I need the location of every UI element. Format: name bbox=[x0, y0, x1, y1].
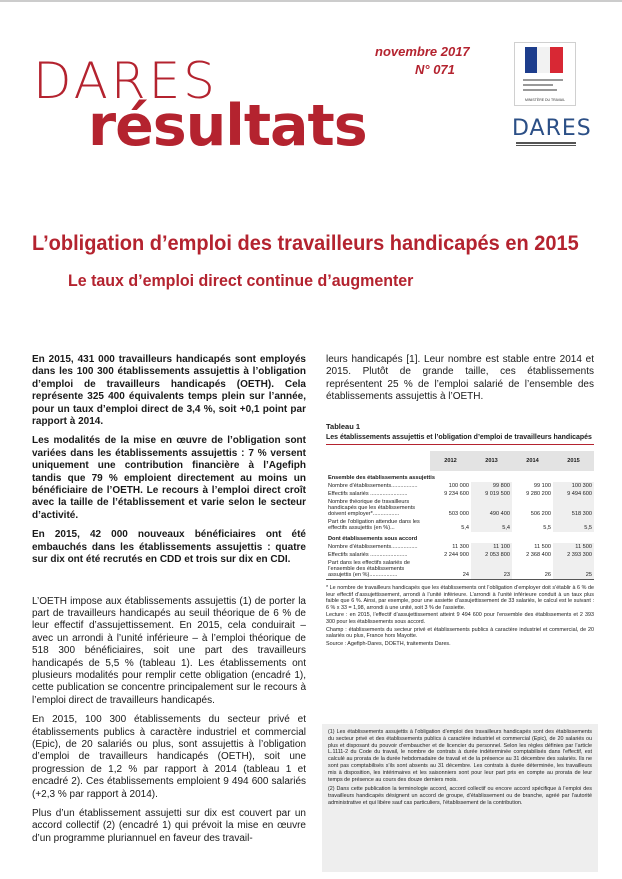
table-note: Lecture : en 2015, l’effectif d’assujettissement atteint 9 494 600 pour l’ensemble des établissements et 2 393 300 pour les établissements sous accord. bbox=[326, 612, 594, 625]
body-paragraph-3: Plus d’un établissement assujetti sur dix est couvert par un accord collectif (2) (encadré 1) qui prévoit la mise en œuvre d’un programme pluriannuel en faveur des travail- bbox=[32, 808, 306, 844]
intro-paragraph-1: En 2015, 431 000 travailleurs handicapés sont employés dans les 100 300 établissements assujettis à l’obligation d’emploi de travailleurs handicapés (OETH). Cela représente 325 400 équivalents temps plein sur l’année, pour un taux d’emploi direct de 3,4 %, soit +0,1 point par rapport à 2014. bbox=[32, 354, 306, 428]
table-row: Part dans les effectifs salariés de l’ensemble des établissements assujettis (en %).................. 24 23 26 25 bbox=[328, 560, 592, 578]
ministry-label: MINISTÈRE DU TRAVAIL bbox=[525, 98, 566, 102]
issue-date: novembre 2017 bbox=[375, 44, 470, 59]
intro-paragraph-3: En 2015, 42 000 nouveaux bénéficiaires ont été embauchés dans les établissements assujettis : quatre sur dix ont été recrutés en CDD et trois sur dix en CDI. bbox=[32, 529, 306, 566]
table-row: Effectifs salariés ........................ 2 244 900 2 053 800 2 368 400 2 393 300 bbox=[328, 552, 592, 558]
page-title: L’obligation d’emploi des travailleurs handicapés en 2015 bbox=[32, 231, 579, 255]
table-title-rule bbox=[326, 444, 594, 445]
brand-dares-wordmark: DARES bbox=[33, 52, 218, 110]
intro-paragraph-2: Les modalités de la mise en œuvre de l’obligation sont variées dans les établissements assujettis : 7 % versent uniquement une contribution financière à l’Agefiph tandis que 79 % emploient directement au moins un bénéficiaire de l’OETH. Le recours à l’emploi direct croît avec la taille de l’établissement et varie selon le secteur d’activité. bbox=[32, 435, 306, 521]
year-header: 2013 bbox=[471, 451, 512, 471]
year-header: 2014 bbox=[512, 451, 553, 471]
table-row: Part de l’obligation attendue dans les effectifs assujettis (en %)... 5,4 5,4 5,5 5,5 bbox=[328, 519, 592, 531]
brand-resultats-wordmark: résultats bbox=[88, 93, 367, 159]
body-paragraph-2: En 2015, 100 300 établissements du secteur privé et établissements publics à caractère industriel et commercial (Epic), de 20 salariés ou plus, sont assujettis à l’obligation d’emploi de travailleurs handicapés (OETH), soit une progression de 1,2 % par rapport à 2014 (tableau 1 et encadré 2). Ces établissements emploient 9 494 600 salariés (+2,3 % par rapport à 2014). bbox=[32, 714, 306, 800]
issue-number: N° 071 bbox=[415, 62, 455, 77]
dares-logo: DARES bbox=[512, 116, 592, 141]
table-label: Tableau 1 bbox=[326, 422, 361, 431]
table-title: Les établissements assujettis et l’obligation d’emploi de travailleurs handicapés bbox=[326, 432, 592, 441]
top-border bbox=[0, 0, 622, 2]
table-row: Effectifs salariés ........................ 9 234 600 9 019 500 9 280 200 9 494 600 bbox=[328, 491, 592, 497]
left-column bbox=[32, 354, 306, 852]
footnote-1: (1) Les établissements assujettis à l’obligation d’emploi des travailleurs handicapés sont des établissements du secteur privé et des établissements publics à caractère industriel et commercial (Epic), de 20 salariés ou plus et disposant du pouvoir d’embaucher et de licencier du personnel. Selon les règles définies par l’article L.1111-2 du Code du travail, le nombre de contrats à durée indéterminée comptabilisés dans l’effectif, est calculé au prorata de la durée hebdomadaire de travail et de la présence au 31 décembre des salariés. Ils ne sont pas comptabilisés s’ils sont absents au 31 décembre. Les contrats à durée déterminée, les travailleurs mis à disposition, les intérimaires et les saisonniers sont pour leur part pris en compte au prorata de leur temps de présence au cours des douze derniers mois. bbox=[328, 729, 592, 783]
footnotes-box bbox=[322, 724, 598, 872]
republique-francaise-logo bbox=[514, 42, 576, 106]
page-subtitle: Le taux d’emploi direct continue d’augmenter bbox=[68, 271, 414, 290]
table-1 bbox=[326, 422, 594, 648]
section-header-row: Ensemble des établissements assujettis bbox=[328, 475, 435, 481]
body-paragraph-1: L’OETH impose aux établissements assujettis (1) de porter la part de travailleurs handicapés au seuil théorique de 6 % de leur effectif d’assujettissement. En 2015, cela conduirait – avec un arrondi à l’unité inférieure – à l’emploi théorique de 518 300 bénéficiaires, soit une part des travailleurs handicapés de 5,5 % (tableau 1). Les établissements ont plusieurs modalités pour remplir cette obligation (encadré 1), cette publication se concentre principalement sur le recours à l’emploi direct de travailleurs handicapés. bbox=[32, 595, 306, 706]
table-row: Nombre d’établissements................. 11 300 11 100 11 500 11 500 bbox=[328, 544, 592, 550]
table-note: Source : Agefiph-Dares, DOETH, traitements Dares. bbox=[326, 640, 451, 647]
right-column bbox=[326, 354, 594, 411]
table-notes bbox=[326, 585, 594, 647]
section-header-row: Dont établissements sous accord bbox=[328, 536, 418, 542]
year-header: 2012 bbox=[430, 451, 471, 471]
body-paragraph-continued: leurs handicapés [1]. Leur nombre est stable entre 2014 et 2015. Plutôt de grande taille, ces établissements représentent 25 % de l’emploi salarié de l’ensemble des établissements assujettis à l’OETH. bbox=[326, 354, 594, 403]
year-header: 2015 bbox=[553, 451, 594, 471]
marianne-flag-icon bbox=[525, 47, 563, 73]
table-bottom-rule bbox=[326, 579, 594, 580]
table-row: Nombre d’établissements................. 100 000 99 800 99 100 100 300 bbox=[328, 483, 592, 489]
table-header-row bbox=[326, 451, 594, 471]
footnote-2: (2) Dans cette publication la terminologie accord, accord collectif ou encore accord spécifique à l’emploi des travailleurs handicapés désignent un accord de groupe, d’établissement ou de branche, agréé par l’autorité administrative et qui libère sauf cas particuliers, l’établissement de la contribution. bbox=[328, 786, 592, 806]
table-row: Nombre théorique de travailleurs handicapés que les établissements doivent employer*................. 503 000 490 400 506 200 518 300 bbox=[328, 499, 592, 517]
dares-logo-tagline bbox=[516, 142, 576, 148]
table-note: Champ : établissements du secteur privé et établissements publics à caractère industriel et commercial, de 20 salariés ou plus, France hors Mayotte. bbox=[326, 626, 594, 640]
data-table bbox=[326, 451, 594, 579]
table-note: * Le nombre de travailleurs handicapés que les établissements ont l’obligation d’employer doit s’établir à 6 % de leur effectif d’assujettissement, arrondi à l’unité inférieure. L’arrondi à l’unité inférieure conduit à un taux plus faible que 6 %. Ainsi, par exemple, pour une assiette d’assujettissement de 33 salariés, le calcul est le suivant : 6 % x 33 = 1,98, arrondi à une unité, soit 3 % de l’assiette. bbox=[326, 585, 594, 611]
